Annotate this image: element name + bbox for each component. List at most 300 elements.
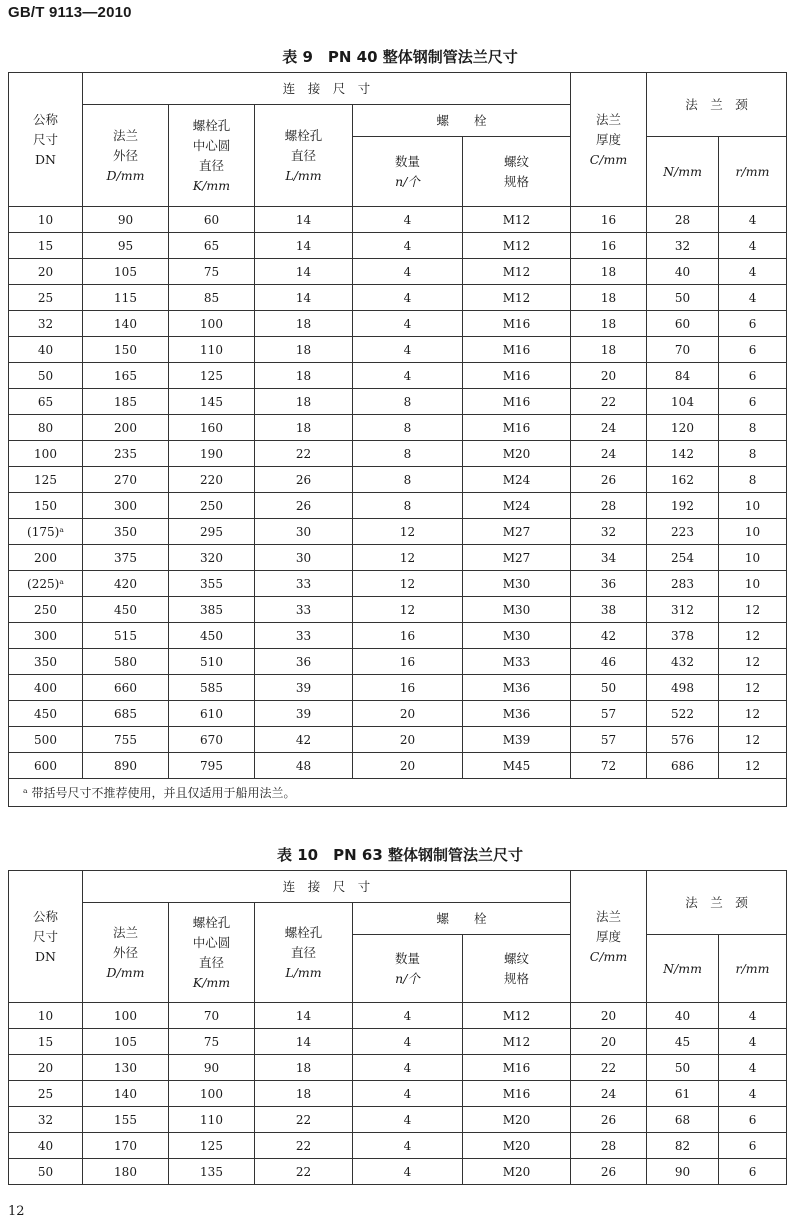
table-cell: 75	[169, 1029, 255, 1055]
table-cell: 150	[9, 493, 83, 519]
table-row	[9, 311, 787, 337]
table-cell: M12	[463, 285, 571, 311]
table-cell: 33	[255, 597, 353, 623]
table-cell: M12	[463, 1029, 571, 1055]
table-cell: 18	[255, 363, 353, 389]
table-cell: 522	[647, 701, 719, 727]
table-cell: M12	[463, 1003, 571, 1029]
table-cell: 20	[571, 1003, 647, 1029]
table-cell: 12	[719, 649, 787, 675]
table-cell: 32	[9, 1107, 83, 1133]
table-cell: 24	[571, 1081, 647, 1107]
table-cell: 400	[9, 675, 83, 701]
table10-body	[9, 1003, 787, 1185]
table-cell: 450	[9, 701, 83, 727]
table-cell: 4	[719, 1003, 787, 1029]
table-cell: M36	[463, 701, 571, 727]
table-cell: 4	[719, 1055, 787, 1081]
table-cell: 10	[9, 1003, 83, 1029]
table-cell: 355	[169, 571, 255, 597]
table-cell: 450	[169, 623, 255, 649]
table-row	[9, 623, 787, 649]
table-cell: 61	[647, 1081, 719, 1107]
table-row	[9, 571, 787, 597]
table-cell: 500	[9, 727, 83, 753]
table-cell: 670	[169, 727, 255, 753]
table-cell: 104	[647, 389, 719, 415]
table-row	[9, 519, 787, 545]
table-cell: 24	[571, 441, 647, 467]
table-cell: 28	[571, 1133, 647, 1159]
table-cell: 50	[571, 675, 647, 701]
table-cell: 6	[719, 311, 787, 337]
table-cell: 135	[169, 1159, 255, 1185]
table-cell: 18	[255, 311, 353, 337]
table-cell: 85	[169, 285, 255, 311]
table-cell: 22	[255, 1133, 353, 1159]
header-bolt-quantity: 数量 n/个	[353, 137, 463, 207]
table-cell: 68	[647, 1107, 719, 1133]
table-cell: 25	[9, 285, 83, 311]
table-cell: 250	[169, 493, 255, 519]
header-neck-n: N/mm	[647, 935, 719, 1003]
table-cell: M24	[463, 467, 571, 493]
table-cell: 14	[255, 233, 353, 259]
header-bolt-thread: 螺纹 规格	[463, 137, 571, 207]
table-cell: 24	[571, 415, 647, 441]
table-row	[9, 1159, 787, 1185]
table-cell: 600	[9, 753, 83, 779]
table-cell: 40	[9, 1133, 83, 1159]
table-cell: 14	[255, 285, 353, 311]
table-cell: 10	[719, 571, 787, 597]
table-cell: M39	[463, 727, 571, 753]
table-cell: M30	[463, 623, 571, 649]
table-cell: 320	[169, 545, 255, 571]
table-cell: 100	[83, 1003, 169, 1029]
document-code: GB/T 9113—2010	[8, 4, 132, 21]
table-cell: 12	[719, 675, 787, 701]
header-flange-thickness: 法兰 厚度 C/mm	[571, 73, 647, 207]
table-cell: 22	[255, 1159, 353, 1185]
table-cell: 18	[255, 1055, 353, 1081]
table-cell: 4	[353, 337, 463, 363]
header-connection-dimensions: 连 接 尺 寸	[83, 73, 571, 105]
table-cell: 4	[353, 1055, 463, 1081]
table-cell: 20	[9, 1055, 83, 1081]
table-cell: 610	[169, 701, 255, 727]
table-cell: 515	[83, 623, 169, 649]
table-cell: 125	[169, 1133, 255, 1159]
table-cell: 350	[83, 519, 169, 545]
table-cell: 45	[647, 1029, 719, 1055]
table-cell: 420	[83, 571, 169, 597]
table-cell: 498	[647, 675, 719, 701]
table-cell: 40	[9, 337, 83, 363]
table-cell: 18	[571, 285, 647, 311]
table-cell: 190	[169, 441, 255, 467]
header-bolts: 螺 栓	[353, 903, 571, 935]
header-bolt-quantity: 数量 n/个	[353, 935, 463, 1003]
table-cell: M12	[463, 207, 571, 233]
table-cell: M16	[463, 311, 571, 337]
table-cell: 110	[169, 337, 255, 363]
table-cell: 140	[83, 1081, 169, 1107]
table10-title: 表 10 PN 63 整体钢制管法兰尺寸	[277, 846, 523, 864]
table-row	[9, 675, 787, 701]
table-cell: M16	[463, 1081, 571, 1107]
table-cell: 16	[571, 207, 647, 233]
table-cell: 100	[169, 311, 255, 337]
table-cell: 42	[571, 623, 647, 649]
table10	[8, 870, 787, 1185]
table-cell: 26	[255, 467, 353, 493]
table-cell: 12	[719, 727, 787, 753]
table-cell: 65	[169, 233, 255, 259]
table-cell: 48	[255, 753, 353, 779]
table-cell: 142	[647, 441, 719, 467]
table-cell: 432	[647, 649, 719, 675]
table-cell: 4	[719, 259, 787, 285]
table-cell: 50	[9, 1159, 83, 1185]
table-row	[9, 415, 787, 441]
table-cell: 12	[719, 623, 787, 649]
table-cell: 6	[719, 389, 787, 415]
table-cell: 16	[353, 649, 463, 675]
table9-footnote: ᵃ 带括号尺寸不推荐使用，并且仅适用于船用法兰。	[9, 779, 787, 807]
table-cell: 125	[169, 363, 255, 389]
table-cell: 150	[83, 337, 169, 363]
table9-body	[9, 207, 787, 779]
table-cell: 84	[647, 363, 719, 389]
table-cell: 16	[353, 675, 463, 701]
table-cell: 160	[169, 415, 255, 441]
table-cell: 22	[571, 389, 647, 415]
table-cell: M20	[463, 1159, 571, 1185]
table-cell: 50	[9, 363, 83, 389]
table-cell: 95	[83, 233, 169, 259]
table-cell: 115	[83, 285, 169, 311]
table-cell: M27	[463, 519, 571, 545]
table-cell: 4	[353, 259, 463, 285]
header-neck-n: N/mm	[647, 137, 719, 207]
table-cell: 100	[169, 1081, 255, 1107]
table-row	[9, 259, 787, 285]
table-cell: 18	[571, 337, 647, 363]
table-cell: 14	[255, 259, 353, 285]
header-flange-od: 法兰 外径 D/mm	[83, 903, 169, 1003]
table-cell: M30	[463, 571, 571, 597]
table-cell: M20	[463, 1133, 571, 1159]
table-cell: 14	[255, 207, 353, 233]
table-cell: 660	[83, 675, 169, 701]
table-cell: 375	[83, 545, 169, 571]
table-cell: 890	[83, 753, 169, 779]
table-cell: 26	[255, 493, 353, 519]
table-cell: 22	[255, 441, 353, 467]
table-cell: 8	[353, 493, 463, 519]
table-cell: 90	[647, 1159, 719, 1185]
table-cell: M27	[463, 545, 571, 571]
table-cell: M30	[463, 597, 571, 623]
table-cell: 82	[647, 1133, 719, 1159]
table-cell: M12	[463, 233, 571, 259]
table-cell: 40	[647, 259, 719, 285]
table-cell: 685	[83, 701, 169, 727]
table-cell: 192	[647, 493, 719, 519]
table-row	[9, 545, 787, 571]
table-cell: M20	[463, 1107, 571, 1133]
table-cell: 4	[353, 311, 463, 337]
table-cell: 20	[571, 1029, 647, 1055]
table9	[8, 72, 787, 807]
table-cell: 20	[353, 753, 463, 779]
header-neck-r: r/mm	[719, 935, 787, 1003]
table-cell: 4	[353, 233, 463, 259]
table-cell: 22	[571, 1055, 647, 1081]
table-cell: 270	[83, 467, 169, 493]
table-cell: M20	[463, 441, 571, 467]
table-row	[9, 363, 787, 389]
header-nominal-size: 公称 尺寸 DN	[9, 73, 83, 207]
table-cell: 283	[647, 571, 719, 597]
table-cell: 510	[169, 649, 255, 675]
table-row	[9, 597, 787, 623]
table-cell: 4	[353, 1133, 463, 1159]
table-cell: 580	[83, 649, 169, 675]
table-row	[9, 649, 787, 675]
table-cell: 185	[83, 389, 169, 415]
table-cell: 155	[83, 1107, 169, 1133]
table-cell: 26	[571, 1159, 647, 1185]
table-cell: 686	[647, 753, 719, 779]
table-cell: 180	[83, 1159, 169, 1185]
table-cell: 20	[353, 727, 463, 753]
table-cell: 72	[571, 753, 647, 779]
table-cell: 576	[647, 727, 719, 753]
table-cell: 120	[647, 415, 719, 441]
table9-title: 表 9 PN 40 整体钢制管法兰尺寸	[282, 48, 518, 66]
table-cell: 16	[353, 623, 463, 649]
page-number: 12	[8, 1204, 25, 1219]
table-cell: 70	[647, 337, 719, 363]
table-cell: (175)ᵃ	[9, 519, 83, 545]
table-row	[9, 1029, 787, 1055]
table-cell: 6	[719, 337, 787, 363]
table-cell: 4	[719, 207, 787, 233]
table-cell: 30	[255, 545, 353, 571]
table-cell: 90	[83, 207, 169, 233]
header-connection-dimensions: 连 接 尺 寸	[83, 871, 571, 903]
header-bolt-circle: 螺栓孔 中心圆 直径 K/mm	[169, 105, 255, 207]
table-row	[9, 727, 787, 753]
table-cell: 18	[255, 389, 353, 415]
table-cell: 4	[353, 1029, 463, 1055]
table-cell: 165	[83, 363, 169, 389]
header-bolt-hole: 螺栓孔 直径 L/mm	[255, 105, 353, 207]
header-bolt-circle: 螺栓孔 中心圆 直径 K/mm	[169, 903, 255, 1003]
table-cell: 10	[719, 545, 787, 571]
table-cell: 22	[255, 1107, 353, 1133]
table-cell: 8	[353, 467, 463, 493]
table-cell: 6	[719, 363, 787, 389]
table-cell: 385	[169, 597, 255, 623]
table-cell: 4	[353, 363, 463, 389]
table-cell: 30	[255, 519, 353, 545]
table-cell: 755	[83, 727, 169, 753]
table-cell: 6	[719, 1107, 787, 1133]
table-cell: 14	[255, 1003, 353, 1029]
table-cell: 75	[169, 259, 255, 285]
table-cell: 235	[83, 441, 169, 467]
table-cell: 4	[719, 1081, 787, 1107]
table-row	[9, 1081, 787, 1107]
table-row	[9, 701, 787, 727]
table-cell: 50	[647, 285, 719, 311]
table-row	[9, 441, 787, 467]
table-cell: 12	[353, 597, 463, 623]
table-cell: 795	[169, 753, 255, 779]
table-cell: 10	[9, 207, 83, 233]
table-cell: 12	[719, 753, 787, 779]
table-row	[9, 1107, 787, 1133]
table-cell: 250	[9, 597, 83, 623]
table-cell: 33	[255, 623, 353, 649]
table-cell: 6	[719, 1159, 787, 1185]
table-cell: 295	[169, 519, 255, 545]
table-cell: 39	[255, 701, 353, 727]
table-cell: 12	[353, 519, 463, 545]
table-cell: 8	[719, 415, 787, 441]
table-cell: 200	[9, 545, 83, 571]
table-cell: 14	[255, 1029, 353, 1055]
table-cell: 4	[719, 233, 787, 259]
table-cell: 8	[353, 441, 463, 467]
table-cell: 34	[571, 545, 647, 571]
table-cell: 6	[719, 1133, 787, 1159]
table-cell: 18	[255, 337, 353, 363]
table-row	[9, 233, 787, 259]
table-cell: M45	[463, 753, 571, 779]
table-cell: 33	[255, 571, 353, 597]
table-cell: 40	[647, 1003, 719, 1029]
table-cell: 585	[169, 675, 255, 701]
table-cell: 12	[353, 571, 463, 597]
header-flange-thickness: 法兰 厚度 C/mm	[571, 871, 647, 1003]
table-cell: 70	[169, 1003, 255, 1029]
table-cell: 50	[647, 1055, 719, 1081]
table-cell: 4	[353, 285, 463, 311]
header-flange-od: 法兰 外径 D/mm	[83, 105, 169, 207]
table-cell: 36	[571, 571, 647, 597]
table-cell: 16	[571, 233, 647, 259]
table-cell: 20	[571, 363, 647, 389]
table-cell: 162	[647, 467, 719, 493]
table-cell: 220	[169, 467, 255, 493]
table-cell: 18	[255, 1081, 353, 1107]
table-cell: 130	[83, 1055, 169, 1081]
table-cell: 350	[9, 649, 83, 675]
table-row	[9, 753, 787, 779]
table-cell: 39	[255, 675, 353, 701]
header-bolt-hole: 螺栓孔 直径 L/mm	[255, 903, 353, 1003]
table-cell: 32	[9, 311, 83, 337]
table-cell: 20	[353, 701, 463, 727]
table-cell: 65	[9, 389, 83, 415]
header-bolt-thread: 螺纹 规格	[463, 935, 571, 1003]
table-row	[9, 285, 787, 311]
table-cell: 12	[719, 597, 787, 623]
table-cell: 15	[9, 233, 83, 259]
table-cell: 8	[353, 389, 463, 415]
table-cell: 32	[647, 233, 719, 259]
table-cell: 36	[255, 649, 353, 675]
table-cell: 32	[571, 519, 647, 545]
table-cell: 12	[719, 701, 787, 727]
table-cell: M12	[463, 259, 571, 285]
table-cell: M16	[463, 1055, 571, 1081]
table-cell: 28	[571, 493, 647, 519]
table-cell: 4	[719, 285, 787, 311]
table-row	[9, 1133, 787, 1159]
table-cell: 10	[719, 519, 787, 545]
table-cell: 254	[647, 545, 719, 571]
header-bolts: 螺 栓	[353, 105, 571, 137]
table-cell: 15	[9, 1029, 83, 1055]
table-cell: 18	[571, 311, 647, 337]
table-cell: 100	[9, 441, 83, 467]
table-cell: M16	[463, 389, 571, 415]
table-cell: 110	[169, 1107, 255, 1133]
table-cell: 80	[9, 415, 83, 441]
table-cell: M24	[463, 493, 571, 519]
header-flange-neck: 法 兰 颈	[647, 73, 787, 137]
table-cell: 90	[169, 1055, 255, 1081]
table-cell: 105	[83, 259, 169, 285]
table-cell: M16	[463, 415, 571, 441]
table-cell: 300	[9, 623, 83, 649]
table-cell: 12	[353, 545, 463, 571]
table-cell: 312	[647, 597, 719, 623]
table-row	[9, 467, 787, 493]
table-cell: 4	[353, 207, 463, 233]
table-row	[9, 493, 787, 519]
table-cell: 10	[719, 493, 787, 519]
table-cell: M16	[463, 337, 571, 363]
table-cell: M33	[463, 649, 571, 675]
table-row	[9, 1055, 787, 1081]
table-cell: (225)ᵃ	[9, 571, 83, 597]
table-cell: 140	[83, 311, 169, 337]
table-cell: 223	[647, 519, 719, 545]
table-cell: 4	[353, 1003, 463, 1029]
table-row	[9, 389, 787, 415]
table-cell: 20	[9, 259, 83, 285]
header-flange-neck: 法 兰 颈	[647, 871, 787, 935]
table-cell: 38	[571, 597, 647, 623]
table-cell: 8	[719, 441, 787, 467]
table-cell: 25	[9, 1081, 83, 1107]
table-cell: 60	[169, 207, 255, 233]
table-cell: 60	[647, 311, 719, 337]
table-cell: 145	[169, 389, 255, 415]
table-cell: 4	[353, 1107, 463, 1133]
table-cell: 18	[255, 415, 353, 441]
header-neck-r: r/mm	[719, 137, 787, 207]
table-cell: 105	[83, 1029, 169, 1055]
table-cell: 378	[647, 623, 719, 649]
table-cell: 4	[353, 1081, 463, 1107]
